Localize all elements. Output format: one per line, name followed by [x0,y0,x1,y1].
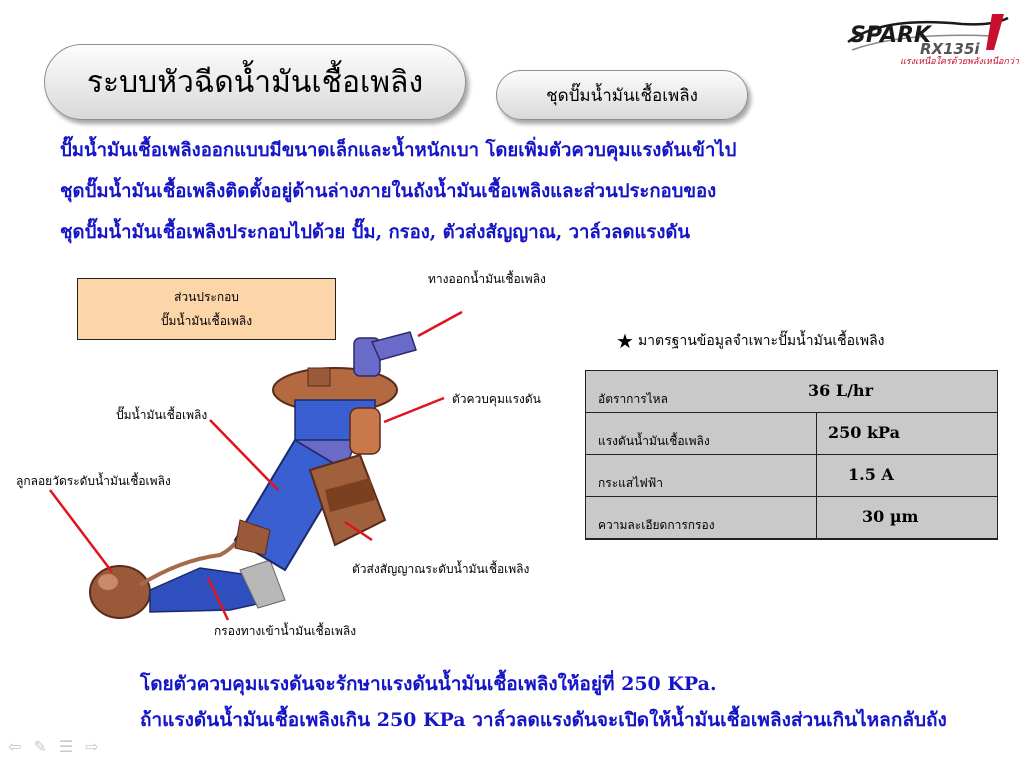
spec-name: ความละเอียดการกรอง [598,518,715,532]
component-box-line2: ปั๊มน้ำมันเชื้อเพลิง [160,314,253,328]
bottom-line: ถ้าแรงดันน้ำมันเชื้อเพลิงเกิน 250 KPa วาล์วลดแรงดันจะเปิดให้น้ำมันเชื้อเพลิงส่วนเกินไหลกลับถัง [140,709,947,731]
sender-illustration [310,455,385,545]
outlet-illustration [354,332,416,376]
spec-divider [816,413,817,539]
label-pump: ปั๊มน้ำมันเชื้อเพลิง [116,408,208,422]
spec-row [586,371,997,413]
bottom-line: โดยตัวควบคุมแรงดันจะรักษาแรงดันน้ำมันเชื้อเพลิงให้อยู่ที่ 250 KPa. [140,673,717,695]
star-icon: ★ [616,329,634,353]
label-regulator: ตัวควบคุมแรงดัน [452,392,541,406]
intro-line: ชุดปั๊มน้ำมันเชื้อเพลิงประกอบไปด้วย ปั๊ม, กรอง, ตัวส่งสัญญาณ, วาล์วลดแรงดัน [60,222,691,243]
forward-arrow-icon[interactable]: ⇨ [85,737,99,756]
spec-name: อัตราการไหล [598,392,668,406]
page-title: ระบบหัวฉีดน้ำมันเชื้อเพลิง [44,44,466,120]
arrow-float [50,490,112,572]
pen-icon[interactable]: ✎ [33,737,47,756]
slide-nav [8,737,99,756]
logo-model: RX135i [920,40,980,58]
logo-tagline: แรงเหนือใครด้วยพลังเหนือกว่า [900,57,1019,67]
spec-name: กระแสไฟฟ้า [598,476,663,490]
menu-icon[interactable]: ☰ [58,737,74,756]
component-box-line1: ส่วนประกอบ [174,290,239,304]
arrow-regulator [384,398,444,422]
label-float: ลูกลอยวัดระดับน้ำมันเชื้อเพลิง [16,474,171,488]
spec-value: 1.5 A [848,465,894,484]
back-arrow-icon[interactable]: ⇦ [8,737,22,756]
intro-line: ปั๊มน้ำมันเชื้อเพลิงออกแบบมีขนาดเล็กและน้ำหนักเบา โดยเพิ่มตัวควบคุมแรงดันเข้าไป [60,140,737,161]
section-subtitle: ชุดปั๊มน้ำมันเชื้อเพลิง [496,70,748,120]
label-filter: กรองทางเข้าน้ำมันเชื้อเพลิง [214,624,357,638]
bottom-text [140,666,947,738]
spec-row [586,455,997,497]
logo-brand: SPARK [850,23,931,48]
label-outlet: ทางออกน้ำมันเชื้อเพลิง [428,272,546,286]
spec-value: 36 L/hr [808,381,873,400]
spec-value: 30 µm [862,507,919,526]
intro-line: ชุดปั๊มน้ำมันเชื้อเพลิงติดตั้งอยู่ด้านล่างภายในถังน้ำมันเชื้อเพลิงและส่วนประกอบของ [60,181,717,202]
spec-title [616,330,885,352]
arrow-pump [210,420,278,490]
float-illustration [90,566,150,618]
label-sender: ตัวส่งสัญญาณระดับน้ำมันเชื้อเพลิง [352,562,530,576]
spec-title-text: มาตรฐานข้อมูลจำเพาะปั๊มน้ำมันเชื้อเพลิง [637,333,885,349]
arrow-outlet [418,312,462,336]
spec-row [586,497,997,539]
spec-row [586,413,997,455]
spec-table [585,370,998,540]
spec-name: แรงดันน้ำมันเชื้อเพลิง [598,434,710,448]
spec-value: 250 kPa [828,423,901,442]
